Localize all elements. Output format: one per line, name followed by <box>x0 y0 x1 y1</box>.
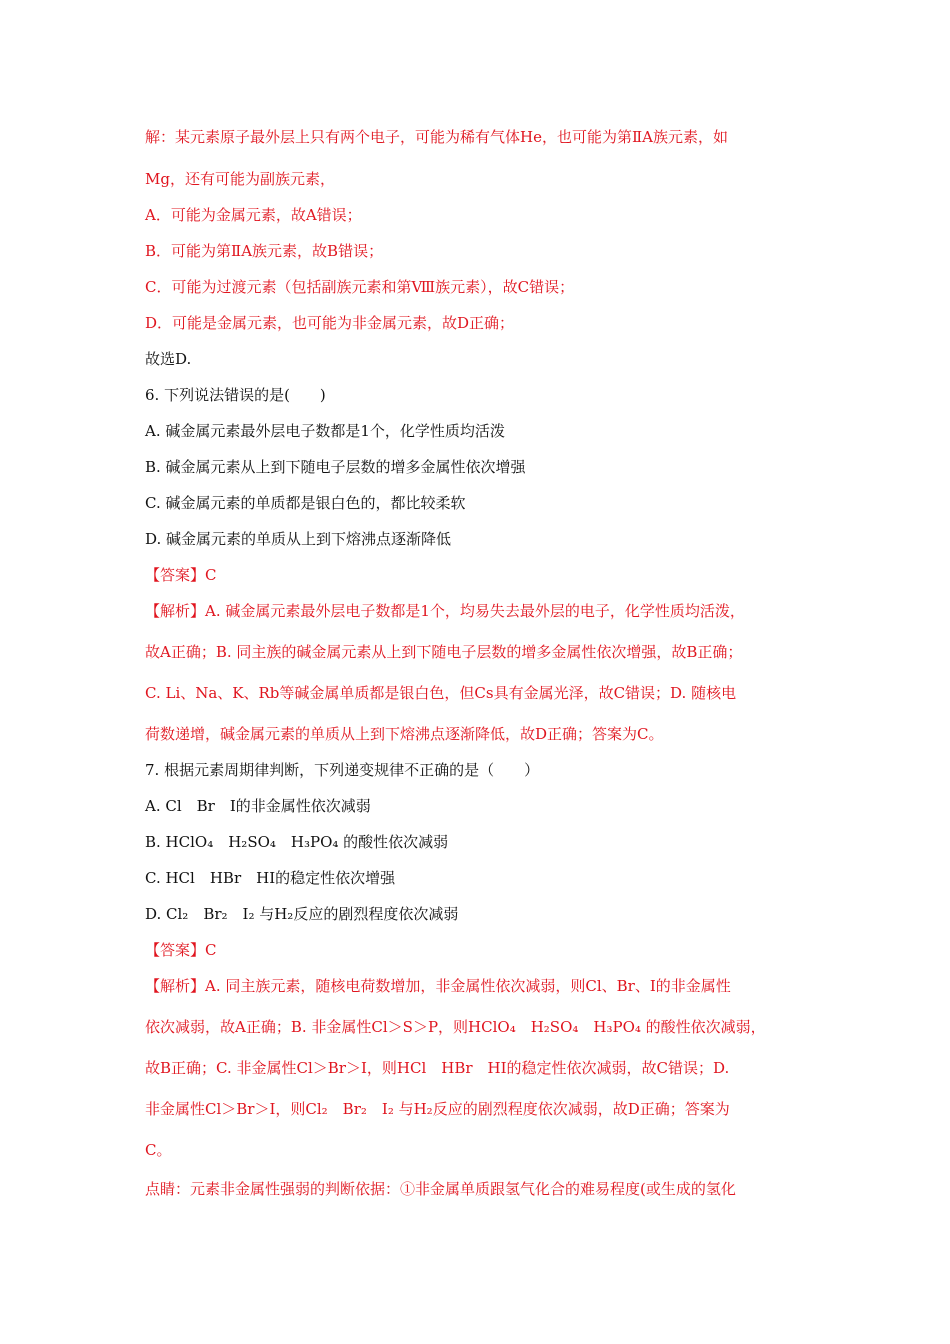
solution-option-c: C．可能为过渡元素（包括副族元素和第Ⅷ族元素），故C错误； <box>145 278 575 296</box>
question-7-analysis-5: C。 <box>145 1141 172 1159</box>
question-6-option-b: B. 碱金属元素从上到下随电子层数的增多金属性依次增强 <box>145 458 526 476</box>
question-6-answer: 【答案】C <box>145 566 217 584</box>
solution-option-a: A．可能为金属元素，故A错误； <box>145 206 362 224</box>
solution-line-1: 解：某元素原子最外层上只有两个电子，可能为稀有气体He，也可能为第ⅡA族元素，如 <box>145 128 728 146</box>
question-6-analysis-3: C. Li、Na、K、Rb等碱金属单质都是银白色，但Cs具有金属光泽，故C错误；D. 随核电 <box>145 684 737 702</box>
question-7-option-b: B. HClO₄ H₂SO₄ H₃PO₄ 的酸性依次减弱 <box>145 833 449 851</box>
question-6-option-a: A. 碱金属元素最外层电子数都是1个，化学性质均活泼 <box>145 422 505 440</box>
question-7-option-d: D. Cl₂ Br₂ I₂ 与H₂反应的剧烈程度依次减弱 <box>145 905 459 923</box>
question-7-analysis-3: 故B正确；C. 非金属性Cl＞Br＞I，则HCl HBr HI的稳定性依次减弱，故C错误；D. <box>145 1059 730 1077</box>
question-7-stem: 7. 根据元素周期律判断，下列递变规律不正确的是（ ） <box>145 761 540 779</box>
solution-option-b: B．可能为第ⅡA族元素，故B错误； <box>145 242 384 260</box>
question-6-analysis-1: 【解析】A. 碱金属元素最外层电子数都是1个，均易失去最外层的电子，化学性质均活泼， <box>145 602 745 620</box>
question-6-option-c: C. 碱金属元素的单质都是银白色的，都比较柔软 <box>145 494 466 512</box>
question-6-option-d: D. 碱金属元素的单质从上到下熔沸点逐渐降低 <box>145 530 452 548</box>
question-7-analysis-4: 非金属性Cl＞Br＞I，则Cl₂ Br₂ I₂ 与H₂反应的剧烈程度依次减弱，故D正确；答案为 <box>145 1100 730 1118</box>
question-7-analysis-1: 【解析】A. 同主族元素，随核电荷数增加，非金属性依次减弱，则Cl、Br、I的非金属性 <box>145 977 731 995</box>
question-6-stem: 6. 下列说法错误的是( ) <box>145 386 326 404</box>
question-7-analysis-2: 依次减弱，故A正确；B. 非金属性Cl＞S＞P，则HClO₄ H₂SO₄ H₃PO₄ 的酸性依次减弱， <box>145 1018 766 1036</box>
tip-line: 点睛：元素非金属性强弱的判断依据：①非金属单质跟氢气化合的难易程度(或生成的氢化 <box>145 1180 736 1198</box>
question-7-option-c: C. HCl HBr HI的稳定性依次增强 <box>145 869 396 887</box>
solution-conclusion: 故选D. <box>145 350 192 368</box>
question-6-analysis-4: 荷数递增，碱金属元素的单质从上到下熔沸点逐渐降低，故D正确；答案为C。 <box>145 725 664 743</box>
question-7-answer: 【答案】C <box>145 941 217 959</box>
question-6-analysis-2: 故A正确；B. 同主族的碱金属元素从上到下随电子层数的增多金属性依次增强，故B正确； <box>145 643 743 661</box>
solution-line-2: Mg，还有可能为副族元素， <box>145 170 335 188</box>
solution-option-d: D．可能是金属元素，也可能为非金属元素，故D正确； <box>145 314 515 332</box>
question-7-option-a: A. Cl Br I的非金属性依次减弱 <box>145 797 371 815</box>
